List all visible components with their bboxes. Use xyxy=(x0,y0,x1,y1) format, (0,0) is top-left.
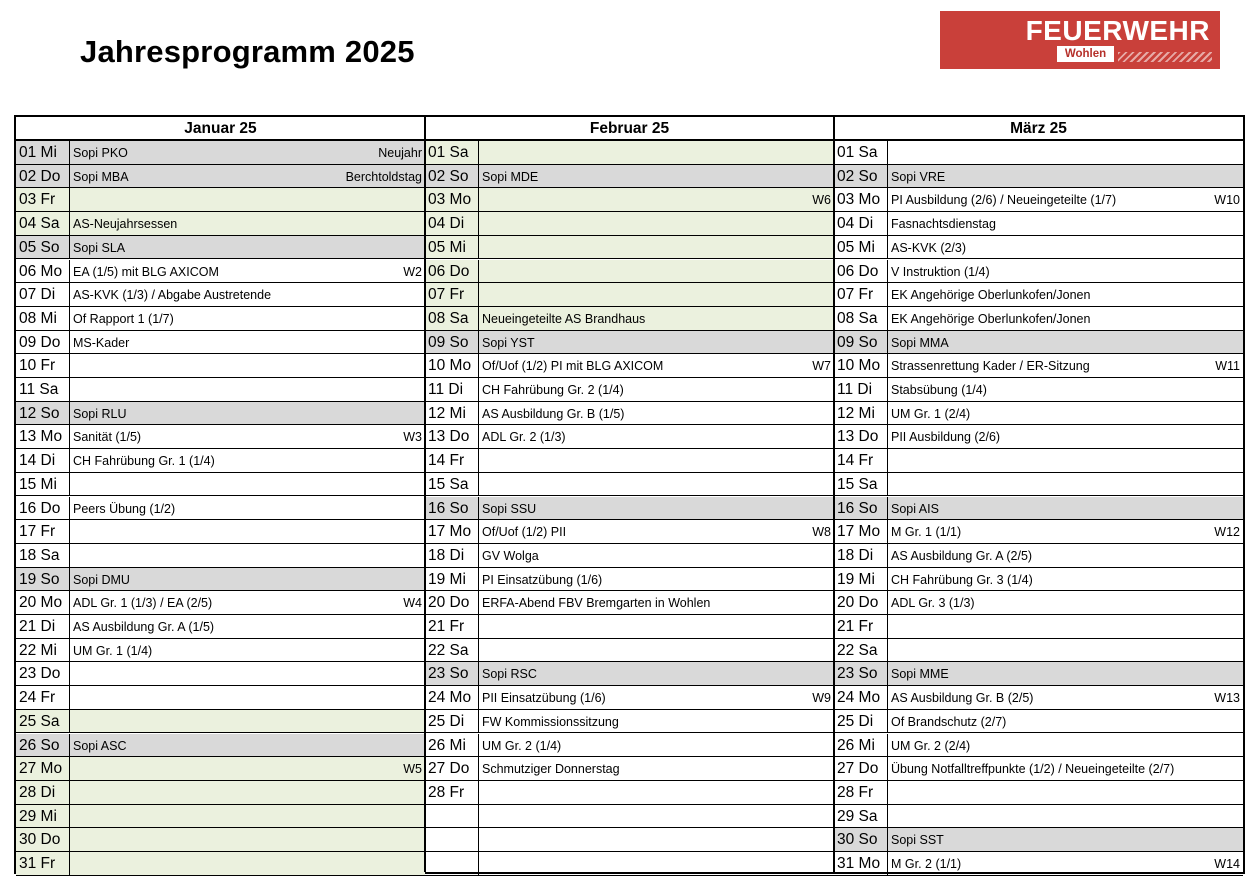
day-date: 25 Sa xyxy=(16,710,70,734)
day-note: W12 xyxy=(1214,525,1240,540)
day-date xyxy=(425,852,479,876)
day-event-cell xyxy=(70,402,425,426)
day-date: 12 Mi xyxy=(834,402,888,426)
event-text: Of/Uof (1/2) PII xyxy=(482,525,567,540)
event-text: Sopi RLU xyxy=(73,406,127,421)
day-event-cell xyxy=(888,686,1243,710)
day-event-cell xyxy=(70,544,425,568)
event-text: AS-KVK (1/3) / Abgabe Austretende xyxy=(73,288,272,303)
event-text: AS-KVK (2/3) xyxy=(891,240,967,255)
day-date: 28 Fr xyxy=(425,781,479,805)
day-date: 24 Fr xyxy=(16,686,70,710)
day-date: 26 Mi xyxy=(425,734,479,758)
event-text: AS Ausbildung Gr. A (1/5) xyxy=(73,620,215,634)
day-event-cell xyxy=(888,805,1243,829)
event-text: Sopi DMU xyxy=(73,572,130,587)
day-date: 06 Do xyxy=(425,260,479,284)
day-event-cell xyxy=(479,734,834,758)
day-date: 11 Di xyxy=(425,378,479,402)
event-text: Stabsübung (1/4) xyxy=(891,383,987,397)
day-date: 20 Do xyxy=(425,591,479,615)
day-event-cell xyxy=(70,378,425,402)
event-text: Peers Übung (1/2) xyxy=(73,501,176,516)
day-event-cell xyxy=(70,615,425,639)
day-event-cell xyxy=(479,520,834,544)
day-event-cell xyxy=(70,165,425,189)
event-text: Fasnachtsdienstag xyxy=(891,217,996,232)
day-date: 24 Mo xyxy=(425,686,479,710)
day-date: 01 Mi xyxy=(16,141,70,165)
day-event-cell xyxy=(888,307,1243,331)
day-event-cell xyxy=(479,165,834,189)
event-text: Sopi MMA xyxy=(891,335,949,350)
day-date: 15 Sa xyxy=(425,473,479,497)
day-event-cell xyxy=(70,141,425,165)
day-date: 26 So xyxy=(16,734,70,758)
event-text: PI Ausbildung (2/6) / Neueingeteilte (1/7) xyxy=(891,193,1117,208)
event-text: Sopi RSC xyxy=(482,667,537,682)
event-text: PII Ausbildung (2/6) xyxy=(891,430,1001,445)
day-date: 06 Mo xyxy=(16,260,70,284)
calendar-grid xyxy=(14,115,1245,874)
day-event-cell xyxy=(70,591,425,615)
day-event-cell xyxy=(479,852,834,876)
event-text: EK Angehörige Oberlunkofen/Jonen xyxy=(891,311,1091,326)
day-date: 04 Di xyxy=(834,212,888,236)
day-date: 16 So xyxy=(425,497,479,521)
event-text: UM Gr. 2 (1/4) xyxy=(482,738,562,753)
day-event-cell xyxy=(888,591,1243,615)
event-text: V Instruktion (1/4) xyxy=(891,264,990,279)
day-event-cell xyxy=(888,615,1243,639)
day-date: 27 Do xyxy=(834,757,888,781)
day-event-cell xyxy=(70,686,425,710)
day-event-cell xyxy=(888,568,1243,592)
day-event-cell xyxy=(70,354,425,378)
day-event-cell xyxy=(479,568,834,592)
day-event-cell xyxy=(888,236,1243,260)
day-note: W2 xyxy=(403,264,422,279)
event-text: PII Einsatzübung (1/6) xyxy=(482,691,606,706)
day-event-cell xyxy=(888,757,1243,781)
day-event-cell xyxy=(70,828,425,852)
day-date: 21 Di xyxy=(16,615,70,639)
day-note: W6 xyxy=(812,193,831,208)
day-event-cell xyxy=(479,639,834,663)
logo-sub-text: Wohlen xyxy=(1057,46,1114,62)
day-date: 16 Do xyxy=(16,497,70,521)
day-note: W10 xyxy=(1214,193,1240,208)
day-date: 27 Do xyxy=(425,757,479,781)
event-text: UM Gr. 2 (2/4) xyxy=(891,738,971,753)
day-date: 18 Di xyxy=(425,544,479,568)
event-text: Of Rapport 1 (1/7) xyxy=(73,311,174,326)
day-date: 26 Mi xyxy=(834,734,888,758)
event-text: Sopi VRE xyxy=(891,169,946,184)
day-event-cell xyxy=(479,449,834,473)
day-date: 31 Fr xyxy=(16,852,70,876)
day-event-cell xyxy=(479,615,834,639)
event-text: Sopi MDE xyxy=(482,169,539,184)
day-event-cell xyxy=(479,212,834,236)
day-event-cell xyxy=(888,331,1243,355)
day-date: 19 So xyxy=(16,568,70,592)
day-date: 05 So xyxy=(16,236,70,260)
event-text: Sopi ASC xyxy=(73,738,127,753)
event-text: Strassenrettung Kader / ER-Sitzung xyxy=(891,359,1090,374)
day-date: 19 Mi xyxy=(425,568,479,592)
day-date: 14 Fr xyxy=(425,449,479,473)
day-event-cell xyxy=(479,473,834,497)
day-date: 06 Do xyxy=(834,260,888,284)
day-date: 17 Fr xyxy=(16,520,70,544)
event-text: M Gr. 1 (1/1) xyxy=(891,525,962,540)
day-date: 17 Mo xyxy=(425,520,479,544)
event-text: GV Wolga xyxy=(482,548,539,563)
day-event-cell xyxy=(479,710,834,734)
day-event-cell xyxy=(479,260,834,284)
event-text: EA (1/5) mit BLG AXICOM xyxy=(73,264,219,279)
day-date: 23 So xyxy=(425,662,479,686)
day-date: 08 Sa xyxy=(425,307,479,331)
day-event-cell xyxy=(479,307,834,331)
event-text: Schmutziger Donnerstag xyxy=(482,762,620,777)
event-text: MS-Kader xyxy=(73,335,130,350)
day-event-cell xyxy=(479,141,834,165)
day-date: 04 Sa xyxy=(16,212,70,236)
day-date: 12 So xyxy=(16,402,70,426)
day-date: 31 Mo xyxy=(834,852,888,876)
day-date: 02 So xyxy=(834,165,888,189)
day-note: W7 xyxy=(812,359,831,374)
day-date: 18 Sa xyxy=(16,544,70,568)
day-date: 20 Mo xyxy=(16,591,70,615)
day-event-cell xyxy=(70,662,425,686)
event-text: Sopi MBA xyxy=(73,169,129,184)
day-event-cell xyxy=(479,354,834,378)
day-date: 09 So xyxy=(834,331,888,355)
day-date xyxy=(425,805,479,829)
day-event-cell xyxy=(479,757,834,781)
event-text: Sopi YST xyxy=(482,335,535,350)
day-event-cell xyxy=(70,331,425,355)
day-date: 10 Fr xyxy=(16,354,70,378)
day-date: 15 Mi xyxy=(16,473,70,497)
day-event-cell xyxy=(888,283,1243,307)
day-date: 22 Mi xyxy=(16,639,70,663)
event-text: Sopi SSU xyxy=(482,501,537,516)
day-event-cell xyxy=(70,852,425,876)
day-date: 21 Fr xyxy=(834,615,888,639)
day-date: 28 Di xyxy=(16,781,70,805)
day-event-cell xyxy=(888,449,1243,473)
day-date: 20 Do xyxy=(834,591,888,615)
day-date: 11 Sa xyxy=(16,378,70,402)
day-event-cell xyxy=(479,662,834,686)
day-event-cell xyxy=(479,544,834,568)
day-date: 28 Fr xyxy=(834,781,888,805)
day-date: 08 Mi xyxy=(16,307,70,331)
month-header: März 25 xyxy=(834,117,1243,141)
event-text: AS-Neujahrsessen xyxy=(73,217,178,232)
event-text: AS Ausbildung Gr. B (1/5) xyxy=(482,406,625,421)
day-date: 10 Mo xyxy=(834,354,888,378)
day-event-cell xyxy=(70,781,425,805)
day-event-cell xyxy=(70,212,425,236)
day-note: W8 xyxy=(812,525,831,540)
day-date: 02 Do xyxy=(16,165,70,189)
day-event-cell xyxy=(70,639,425,663)
event-text: ADL Gr. 1 (1/3) / EA (2/5) xyxy=(73,596,213,611)
day-event-cell xyxy=(70,734,425,758)
day-date: 21 Fr xyxy=(425,615,479,639)
event-text: ADL Gr. 2 (1/3) xyxy=(482,430,566,445)
day-date: 25 Di xyxy=(425,710,479,734)
day-note: W11 xyxy=(1215,359,1240,374)
day-event-cell xyxy=(888,425,1243,449)
day-event-cell xyxy=(888,639,1243,663)
day-date: 14 Fr xyxy=(834,449,888,473)
event-text: Sopi AIS xyxy=(891,501,939,516)
day-event-cell xyxy=(888,781,1243,805)
day-event-cell xyxy=(70,497,425,521)
day-date: 05 Mi xyxy=(425,236,479,260)
day-event-cell xyxy=(70,449,425,473)
day-event-cell xyxy=(888,662,1243,686)
page-title: Jahresprogramm 2025 xyxy=(80,34,415,69)
day-event-cell xyxy=(888,497,1243,521)
day-date: 11 Di xyxy=(834,378,888,402)
event-text: FW Kommissionssitzung xyxy=(482,714,619,729)
day-event-cell xyxy=(479,378,834,402)
day-event-cell xyxy=(479,331,834,355)
day-event-cell xyxy=(888,165,1243,189)
month-divider xyxy=(424,117,426,872)
day-date: 16 So xyxy=(834,497,888,521)
day-note: W9 xyxy=(812,691,831,706)
day-note: W13 xyxy=(1214,691,1240,706)
day-date: 03 Mo xyxy=(425,188,479,212)
day-event-cell xyxy=(888,212,1243,236)
day-event-cell xyxy=(479,828,834,852)
day-event-cell xyxy=(479,188,834,212)
day-event-cell xyxy=(70,757,425,781)
month-divider xyxy=(833,117,835,872)
day-event-cell xyxy=(479,781,834,805)
day-note: W4 xyxy=(403,596,422,611)
day-date: 23 So xyxy=(834,662,888,686)
event-text: Neueingeteilte AS Brandhaus xyxy=(482,311,646,326)
day-event-cell xyxy=(70,473,425,497)
day-date: 25 Di xyxy=(834,710,888,734)
day-date: 08 Sa xyxy=(834,307,888,331)
day-event-cell xyxy=(479,591,834,615)
day-date: 09 Do xyxy=(16,331,70,355)
event-text: EK Angehörige Oberlunkofen/Jonen xyxy=(891,288,1091,303)
event-text: ADL Gr. 3 (1/3) xyxy=(891,596,975,611)
event-text: Übung Notfalltreffpunkte (1/2) / Neueingeteilte (2/7) xyxy=(891,762,1175,777)
event-text: Of/Uof (1/2) PI mit BLG AXICOM xyxy=(482,359,664,374)
day-date: 19 Mi xyxy=(834,568,888,592)
day-date: 29 Sa xyxy=(834,805,888,829)
month-header: Januar 25 xyxy=(16,117,425,141)
day-date: 01 Sa xyxy=(834,141,888,165)
day-event-cell xyxy=(479,805,834,829)
day-event-cell xyxy=(70,307,425,331)
event-text: UM Gr. 1 (1/4) xyxy=(73,643,153,658)
day-date: 01 Sa xyxy=(425,141,479,165)
day-event-cell xyxy=(70,260,425,284)
day-event-cell xyxy=(70,425,425,449)
day-event-cell xyxy=(70,236,425,260)
day-date: 30 So xyxy=(834,828,888,852)
day-event-cell xyxy=(888,188,1243,212)
day-date: 07 Fr xyxy=(425,283,479,307)
day-event-cell xyxy=(479,236,834,260)
day-date: 22 Sa xyxy=(425,639,479,663)
day-date: 13 Mo xyxy=(16,425,70,449)
day-date: 04 Di xyxy=(425,212,479,236)
day-event-cell xyxy=(479,497,834,521)
day-date: 03 Fr xyxy=(16,188,70,212)
day-date: 09 So xyxy=(425,331,479,355)
day-event-cell xyxy=(70,710,425,734)
event-text: PI Einsatzübung (1/6) xyxy=(482,572,603,587)
day-date: 29 Mi xyxy=(16,805,70,829)
event-text: Sopi PKO xyxy=(73,146,128,160)
event-text: Sopi SST xyxy=(891,833,944,848)
day-event-cell xyxy=(888,828,1243,852)
day-event-cell xyxy=(479,283,834,307)
event-text: CH Fahrübung Gr. 1 (1/4) xyxy=(73,454,215,469)
day-event-cell xyxy=(70,805,425,829)
event-text: Sopi SLA xyxy=(73,240,126,255)
day-date: 02 So xyxy=(425,165,479,189)
event-text: CH Fahrübung Gr. 3 (1/4) xyxy=(891,572,1033,587)
day-event-cell xyxy=(888,734,1243,758)
day-event-cell xyxy=(479,686,834,710)
day-event-cell xyxy=(70,520,425,544)
day-date: 10 Mo xyxy=(425,354,479,378)
day-event-cell xyxy=(888,354,1243,378)
day-event-cell xyxy=(888,141,1243,165)
feuerwehr-logo xyxy=(940,11,1220,69)
day-event-cell xyxy=(888,852,1243,876)
day-date: 24 Mo xyxy=(834,686,888,710)
day-event-cell xyxy=(479,425,834,449)
day-date: 05 Mi xyxy=(834,236,888,260)
day-date: 17 Mo xyxy=(834,520,888,544)
day-event-cell xyxy=(70,568,425,592)
month-header: Februar 25 xyxy=(425,117,834,141)
day-event-cell xyxy=(888,260,1243,284)
day-date: 14 Di xyxy=(16,449,70,473)
day-note: W3 xyxy=(403,430,422,445)
day-event-cell xyxy=(888,473,1243,497)
event-text: Sanität (1/5) xyxy=(73,430,142,445)
day-event-cell xyxy=(70,283,425,307)
event-text: M Gr. 2 (1/1) xyxy=(891,857,962,871)
day-date: 07 Fr xyxy=(834,283,888,307)
day-date xyxy=(425,828,479,852)
day-note: Berchtoldstag xyxy=(345,169,422,184)
day-note: W5 xyxy=(403,762,422,777)
day-event-cell xyxy=(888,378,1243,402)
day-date: 13 Do xyxy=(834,425,888,449)
day-date: 27 Mo xyxy=(16,757,70,781)
day-note: W14 xyxy=(1214,857,1240,871)
day-event-cell xyxy=(70,188,425,212)
day-event-cell xyxy=(479,402,834,426)
day-date: 30 Do xyxy=(16,828,70,852)
logo-stripes xyxy=(1118,52,1212,62)
day-event-cell xyxy=(888,710,1243,734)
logo-main-text: FEUERWEHR xyxy=(1025,15,1210,46)
event-text: Of Brandschutz (2/7) xyxy=(891,714,1007,729)
day-event-cell xyxy=(888,520,1243,544)
day-note: Neujahr xyxy=(378,146,422,160)
event-text: UM Gr. 1 (2/4) xyxy=(891,406,971,421)
day-event-cell xyxy=(888,402,1243,426)
day-date: 12 Mi xyxy=(425,402,479,426)
day-event-cell xyxy=(888,544,1243,568)
day-date: 23 Do xyxy=(16,662,70,686)
day-date: 13 Do xyxy=(425,425,479,449)
event-text: CH Fahrübung Gr. 2 (1/4) xyxy=(482,383,624,397)
day-date: 18 Di xyxy=(834,544,888,568)
day-date: 03 Mo xyxy=(834,188,888,212)
day-date: 15 Sa xyxy=(834,473,888,497)
event-text: ERFA-Abend FBV Bremgarten in Wohlen xyxy=(482,596,711,611)
event-text: AS Ausbildung Gr. A (2/5) xyxy=(891,548,1033,563)
day-date: 22 Sa xyxy=(834,639,888,663)
event-text: AS Ausbildung Gr. B (2/5) xyxy=(891,691,1034,706)
day-date: 07 Di xyxy=(16,283,70,307)
event-text: Sopi MME xyxy=(891,667,949,682)
